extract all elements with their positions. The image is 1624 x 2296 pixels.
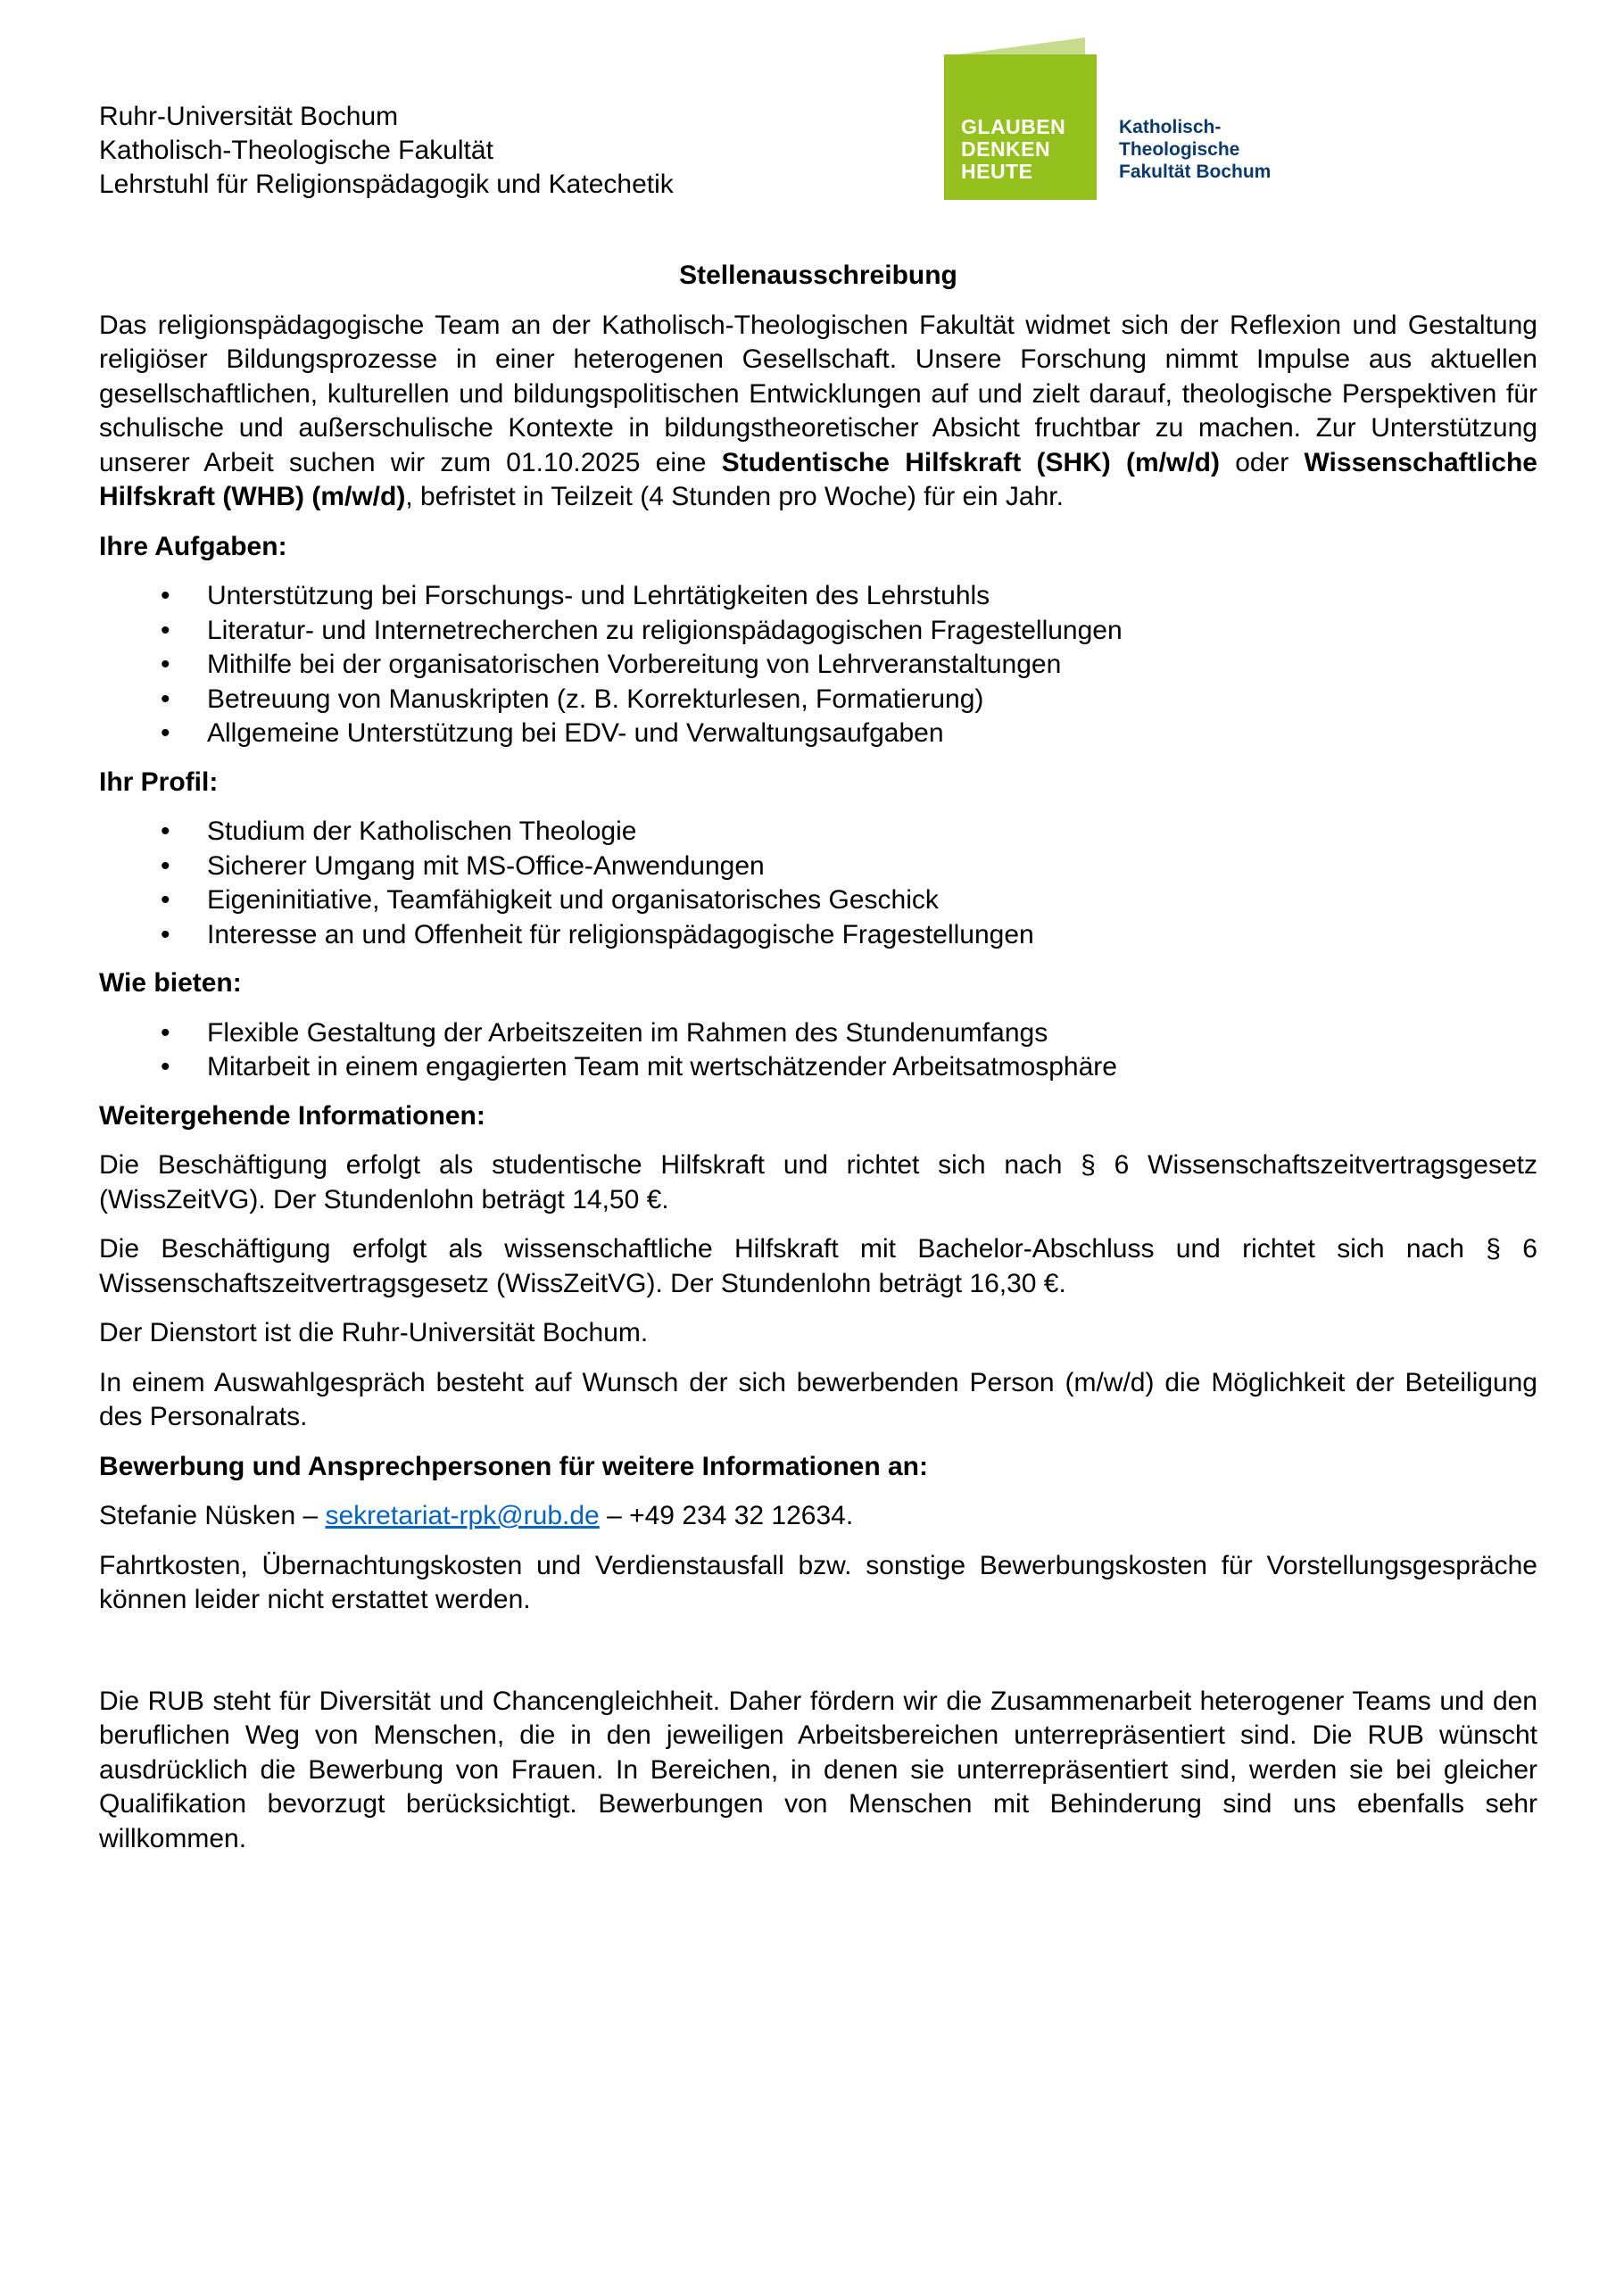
faculty-logo [944, 36, 1319, 205]
document-body [99, 259, 1537, 1871]
list-item-text: Literatur- und Internetrecherchen zu religionspädagogischen Fragestellungen [207, 615, 1123, 645]
bullet-icon: • [161, 650, 170, 679]
logo-faculty-name [1119, 116, 1271, 183]
list-item [99, 717, 1537, 751]
list-item-text: Mitarbeit in einem engagierten Team mit wertschätzender Arbeitsatmosphäre [207, 1052, 1117, 1082]
sender-address [99, 100, 674, 202]
logo-slogan-line: GLAUBEN [961, 115, 1066, 138]
aufgaben-list [99, 579, 1537, 751]
list-item-text: Sicherer Umgang mit MS-Office-Anwendungen [207, 850, 765, 881]
position-whb: Wissenschaftliche Hilfskraft (WHB) (m/w/d) [99, 447, 1537, 511]
section-heading-aufgaben: Ihre Aufgaben: [99, 531, 287, 561]
contact-line [99, 1499, 1537, 1534]
logo-slogan-line: DENKEN [961, 137, 1051, 161]
list-item [99, 648, 1537, 683]
intro-text: Das religionspädagogische Team an der Katholisch-Theologischen Fakultät widmet sich der Reflexion und Gestaltung religiöser Bildungsprozesse in einer heterogenen Gesellschaft. Unsere Forschung nimmt Impulse aus aktuellen gesellschaftlichen, kulturellen und bildungspolitischen Entwicklungen auf und zielt darauf, theologische Perspektiven für schulische und außerschulische Kontexte in bildungstheoretischer Absicht fruchtbar zu machen. Zur Unterstützung unserer Arbeit suchen wir zum 01.10.2025 eine [99, 310, 1537, 477]
logo-faculty-line: Theologische [1119, 139, 1240, 160]
intro-text: , befristet in Teilzeit (4 Stunden pro Woche) für ein Jahr. [405, 482, 1064, 511]
address-line-faculty: Katholisch-Theologische Fakultät [99, 136, 493, 165]
bullet-icon: • [161, 816, 170, 846]
address-line-university: Ruhr-Universität Bochum [99, 102, 399, 131]
section-heading-profil: Ihr Profil: [99, 767, 219, 797]
list-item [99, 579, 1537, 614]
diversity-statement: Die RUB steht für Diversität und Chancengleichheit. Daher fördern wir die Zusammenarbeit heterogener Teams und den beruflichen Weg von Menschen, die in den jeweiligen Arbeitsbereichen unterrepräsentiert sind. Die RUB wünscht ausdrücklich die Bewerbung von Frauen. In Bereichen, in denen sie unterrepräsentiert sind, werden sie bei gleicher Qualifikation bevorzugt berücksichtigt. Bewerbungen von Menschen mit Behinderung sind uns ebenfalls sehr willkommen. [99, 1686, 1537, 1853]
list-item [99, 815, 1537, 850]
list-item-text: Mithilfe bei der organisatorischen Vorbereitung von Lehrveranstaltungen [207, 650, 1062, 679]
bullet-icon: • [161, 919, 170, 949]
bullet-icon: • [161, 1017, 170, 1048]
contact-phone: – +49 234 32 12634. [599, 1501, 854, 1530]
list-item-text: Unterstützung bei Forschungs- und Lehrtätigkeiten des Lehrstuhls [207, 581, 990, 610]
list-item [99, 883, 1537, 918]
section-heading-info: Weitergehende Informationen: [99, 1100, 485, 1131]
profil-list [99, 815, 1537, 952]
contact-name: Stefanie Nüsken – [99, 1501, 326, 1530]
logo-faculty-line: Katholisch- [1119, 117, 1222, 137]
intro-paragraph [99, 309, 1537, 515]
bullet-icon: • [161, 615, 170, 645]
section-heading-bewerbung: Bewerbung und Ansprechpersonen für weitere Informationen an: [99, 1451, 928, 1481]
section-heading-bieten: Wie bieten: [99, 968, 242, 998]
info-paragraph-whb: Die Beschäftigung erfolgt als wissenschaftliche Hilfskraft mit Bachelor-Abschluss und richtet sich nach § 6 Wissenschaftszeitvertragsgesetz (WissZeitVG). Der Stundenlohn beträgt 16,30 €. [99, 1234, 1537, 1298]
info-paragraph-personalrat: In einem Auswahlgespräch besteht auf Wunsch der sich bewerbenden Person (m/w/d) die Möglichkeit der Beteiligung des Personalrats. [99, 1367, 1537, 1431]
list-item-text: Interesse an und Offenheit für religionspädagogische Fragestellungen [207, 919, 1034, 949]
list-item [99, 614, 1537, 649]
list-item-text: Allgemeine Unterstützung bei EDV- und Verwaltungsaufgaben [207, 718, 944, 748]
list-item-text: Studium der Katholischen Theologie [207, 816, 637, 846]
document-title: Stellenausschreibung [679, 261, 957, 290]
list-item-text: Betreuung von Manuskripten (z. B. Korrekturlesen, Formatierung) [207, 684, 984, 714]
logo-faculty-line: Fakultät Bochum [1119, 162, 1272, 182]
bullet-icon: • [161, 850, 170, 881]
list-item-text: Flexible Gestaltung der Arbeitszeiten im Rahmen des Stundenumfangs [207, 1017, 1048, 1048]
bullet-icon: • [161, 684, 170, 714]
list-item-text: Eigeninitiative, Teamfähigkeit und organisatorisches Geschick [207, 885, 939, 915]
logo-slogan-line: HEUTE [961, 160, 1033, 183]
bullet-icon: • [161, 718, 170, 748]
info-paragraph-shk: Die Beschäftigung erfolgt als studentische Hilfskraft und richtet sich nach § 6 Wissenschaftszeitvertragsgesetz (WissZeitVG). Der Stundenlohn beträgt 14,50 €. [99, 1150, 1537, 1214]
costs-note: Fahrtkosten, Übernachtungskosten und Verdienstausfall bzw. sonstige Bewerbungskosten für Vorstellungsgespräche können leider nicht erstattet werden. [99, 1550, 1537, 1614]
info-paragraph-location: Der Dienstort ist die Ruhr-Universität Bochum. [99, 1318, 649, 1347]
bullet-icon: • [161, 1052, 170, 1082]
address-line-chair: Lehrstuhl für Religionspädagogik und Katechetik [99, 170, 674, 199]
bullet-icon: • [161, 885, 170, 915]
list-item [99, 1050, 1537, 1085]
bieten-list [99, 1016, 1537, 1085]
contact-email-link[interactable]: sekretariat-rpk@rub.de [325, 1501, 600, 1530]
logo-slogan [961, 116, 1065, 183]
list-item [99, 683, 1537, 717]
position-shk: Studentische Hilfskraft (SHK) (m/w/d) [721, 447, 1220, 477]
spacer [99, 1633, 1537, 1685]
logo-green-box [944, 54, 1097, 200]
list-item [99, 850, 1537, 884]
intro-text: oder [1220, 447, 1305, 477]
list-item [99, 1016, 1537, 1051]
bullet-icon: • [161, 581, 170, 610]
list-item [99, 918, 1537, 953]
